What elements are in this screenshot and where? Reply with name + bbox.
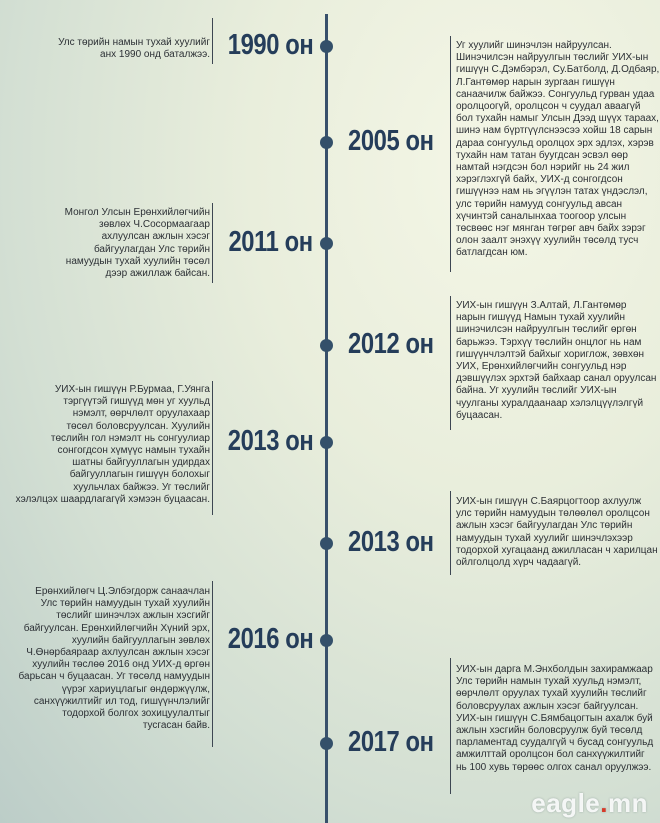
timeline-marker-2005 xyxy=(320,136,333,149)
watermark-text: eagle xyxy=(531,788,601,818)
entry-divider xyxy=(212,18,213,64)
timeline-marker-2013-a xyxy=(320,436,333,449)
timeline-marker-2012 xyxy=(320,339,333,352)
entry-text-2016: Ерөнхийлөгч Ц.Элбэгдорж санаачлан Улс төрийн намуудын тухай хуулийн төслийг шинэчлэх ажлын хэсгийг байгуулсан. Ерөнхийлөгчийн Хүний эрх, хуулийн байгууллагын зөвлөх Ч.Өнөрбаяраар ахлуулсан ажлын хэсэг хуулийн төслөө 2016 онд УИХ-д өргөн барьсан ч буцаасан. Уг төсөлд намуудын үүрэг хариуцлагыг өндөржүүлж, санхүүжилтийг ил тод, гишүүнчлэлийг тодорхой болгох зохицуулалтыг тусгасан байв. xyxy=(18,586,210,732)
timeline-marker-2013-b xyxy=(320,537,333,550)
entry-text-2012: УИХ-ын гишүүн З.Алтай, Л.Гантөмөр нарын гишүүд Намын тухай хуулийн шинэчилсэн найруулгын төслийг өргөн барьжээ. Тэрхүү төслийн онцлог нь нам гишүүнчлэлтэй байхыг хориглож, зөвхөн УИХ, Ерөнхийлөгчийн сонгуульд нэр дэвшүүлэх эрхтэй байхаар санал оруулсан байна. Уг хуулийн төслийг УИХ-ын чуулганы хуралдаанаар хэлэлцүүлэлгүй буцаасан. xyxy=(456,300,657,421)
entry-divider xyxy=(450,491,451,575)
entry-text-2013-a: УИХ-ын гишүүн Р.Бурмаа, Г.Уянга тэргүүтэй гишүүд мөн уг хуульд нэмэлт, өөрчлөлт оруулахаар төсөл боловсруулсан. Хуулийн төслийн гол нэмэлт нь сонгуулиар сонгогдсон хүмүүс намын тухайн шатны байгууллагын удирдах байгууллагын гишүүн болохыг хуульчлах байжээ. Уг төслийг хэлэлцэх шаардлагагүй хэмээн буцаасан. xyxy=(15,384,210,505)
entry-divider xyxy=(212,581,213,747)
entry-divider xyxy=(450,658,451,794)
year-label-2012: 2012 он xyxy=(348,328,434,360)
entry-text-2013-b: УИХ-ын гишүүн С.Баярцогтоор ахлуулж улс төрийн намуудын төлөөлөл оролцсон ажлын хэсэг байгуулагдан Улс төрийн намуудын тухай хуулийг шинэчлэхээр тодорхой хугацаанд ажилласан ч харилцан ойлголцолд хүрч чадаагүй. xyxy=(456,496,658,569)
year-label-2013-a: 2013 он xyxy=(227,425,313,457)
year-label-1990: 1990 он xyxy=(227,29,313,61)
watermark-tld: mn xyxy=(608,788,648,818)
timeline-marker-2016 xyxy=(320,634,333,647)
watermark-dot: . xyxy=(600,788,608,818)
timeline-marker-2011 xyxy=(320,237,333,250)
entry-text-2011: Монгол Улсын Ерөнхийлөгчийн зөвлөх Ч.Сосормаагаар ахлуулсан ажлын хэсэг байгуулагдан Улс төрийн намуудын тухай хуулийн төсөл дээр ажиллаж байсан. xyxy=(64,207,210,280)
entry-divider xyxy=(450,296,451,430)
entry-text-2005: Уг хуулийг шинэчлэн найруулсан. Шинэчилсэн найруулгын төслийг УИХ-ын гишүүн С.Дэмбэрэл, Су.Батболд, Д.Одбаяр, Л.Гантөмөр нарын зургаан гишүүн санаачилж байжээ. Сонгуульд гурван удаа оролцоогүй, оролцсон ч суудал аваагүй бол тухайн намыг Улсын Дээд шүүх тараах, шинэ нам бүртгүүлснээсээ хойш 18 сарын дараа сонгуульд оролцох эрх эдлэх, хэрэв тухайн нам татан буугдсан эсвэл өөр намтай нэгдсэн бол нэрийг нь 24 жил хэрэглэхгүй байх, УИХ-д сонгогдсон гишүүнээ нам нь эгүүлэн татах үндэслэл, улс төрийн намууд сонгуульд авсан хүчинтэй саналынхаа тоогоор улсын төсвөөс нэг мянган төгрөг авч байх зэрэг олон заалт энэхүү хуулийн төсөлд тусч батлагдсан юм. xyxy=(456,40,660,259)
year-label-2017: 2017 он xyxy=(348,726,434,758)
year-label-2013-b: 2013 он xyxy=(348,526,434,558)
entry-divider xyxy=(450,36,451,272)
timeline-marker-2017 xyxy=(320,737,333,750)
entry-divider xyxy=(212,203,213,283)
year-label-2016: 2016 он xyxy=(227,623,313,655)
year-label-2011: 2011 он xyxy=(228,226,313,258)
entry-divider xyxy=(212,381,213,515)
entry-text-2017: УИХ-ын дарга М.Энхболдын захирамжаар Улс төрийн намын тухай хуульд нэмэлт, өөрчлөлт оруулах тухай хуулийн төслийг боловсруулах ажлын хэсэг байгуулсан. УИХ-ын гишүүн С.Бямбацогтын ахалж буй ажлын хэсгийн боловсруулж буй төсөлд парламентад суудалгүй ч бусад сонгуульд амжилттай оролцсон бол санхүүжилтийг нь 100 хувь төрөөс олгох санал оруулжээ. xyxy=(456,664,654,773)
entry-text-1990: Улс төрийн намын тухай хуулийг анх 1990 онд баталжээ. xyxy=(58,37,210,61)
year-label-2005: 2005 он xyxy=(348,125,434,157)
eagle-watermark-logo xyxy=(531,788,648,819)
timeline-marker-1990 xyxy=(320,40,333,53)
